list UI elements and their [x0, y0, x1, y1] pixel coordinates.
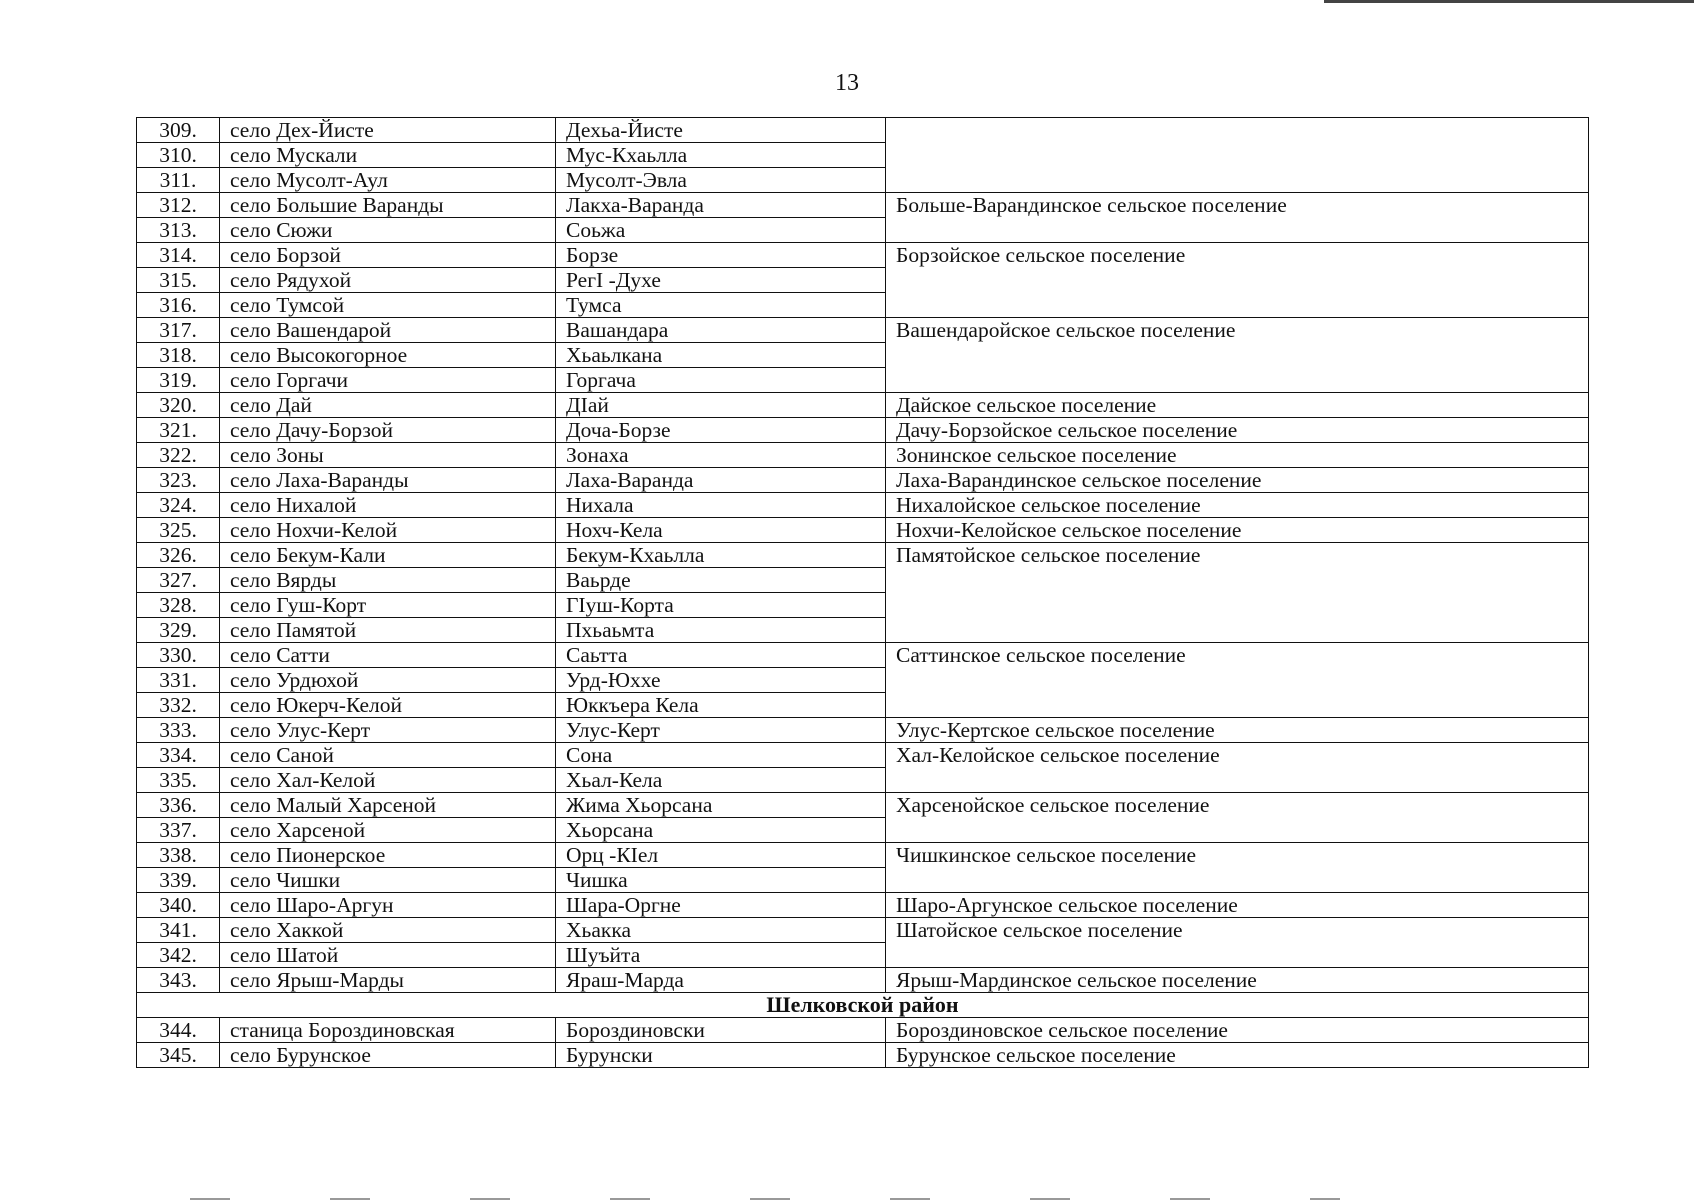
chechen-name: Хьорсана	[556, 818, 886, 843]
chechen-name: Борзе	[556, 243, 886, 268]
rural-settlement: Хал-Келойское сельское поселение	[886, 743, 1589, 793]
row-number: 324.	[137, 493, 220, 518]
chechen-name: Бекум-Кхаьлла	[556, 543, 886, 568]
table-row	[137, 643, 1589, 668]
chechen-name: Вашандара	[556, 318, 886, 343]
row-number: 319.	[137, 368, 220, 393]
chechen-name: Пхьаьмта	[556, 618, 886, 643]
chechen-name: Мусолт-Эвла	[556, 168, 886, 193]
row-number: 310.	[137, 143, 220, 168]
chechen-name: Жима Хьорсана	[556, 793, 886, 818]
locality-name: село Ярыш-Марды	[220, 968, 556, 993]
chechen-name: Улус-Керт	[556, 718, 886, 743]
table-row	[137, 743, 1589, 768]
chechen-name: ГIуш-Корта	[556, 593, 886, 618]
table-body	[137, 118, 1589, 1068]
table-row	[137, 443, 1589, 468]
chechen-name: Лаха-Варанда	[556, 468, 886, 493]
rural-settlement: Нохчи-Келойское сельское поселение	[886, 518, 1589, 543]
chechen-name: Соьжа	[556, 218, 886, 243]
locality-name: село Дай	[220, 393, 556, 418]
rural-settlement: Харсенойское сельское поселение	[886, 793, 1589, 843]
chechen-name: Яраш-Марда	[556, 968, 886, 993]
locality-name: село Пионерское	[220, 843, 556, 868]
table-row	[137, 118, 1589, 143]
row-number: 327.	[137, 568, 220, 593]
locality-name: село Хал-Келой	[220, 768, 556, 793]
rural-settlement: Памятойское сельское поселение	[886, 543, 1589, 643]
row-number: 331.	[137, 668, 220, 693]
chechen-name: Мус-Кхаьлла	[556, 143, 886, 168]
locality-name: село Рядухой	[220, 268, 556, 293]
chechen-name: Бурунски	[556, 1043, 886, 1068]
locality-name: село Дачу-Борзой	[220, 418, 556, 443]
row-number: 339.	[137, 868, 220, 893]
table-row	[137, 718, 1589, 743]
chechen-name: Шуъйта	[556, 943, 886, 968]
chechen-name: Хьал-Кела	[556, 768, 886, 793]
chechen-name: ДIай	[556, 393, 886, 418]
locality-name: село Нохчи-Келой	[220, 518, 556, 543]
chechen-name: Чишка	[556, 868, 886, 893]
locality-name: село Борзой	[220, 243, 556, 268]
row-number: 322.	[137, 443, 220, 468]
rural-settlement: Ярыш-Мардинское сельское поселение	[886, 968, 1589, 993]
chechen-name: Ваьрде	[556, 568, 886, 593]
rural-settlement: Шатойское сельское поселение	[886, 918, 1589, 968]
row-number: 334.	[137, 743, 220, 768]
locality-name: село Саной	[220, 743, 556, 768]
locality-name: село Вашендарой	[220, 318, 556, 343]
rural-settlement: Дайское сельское поселение	[886, 393, 1589, 418]
rural-settlement: Вашендаройское сельское поселение	[886, 318, 1589, 393]
table-row	[137, 518, 1589, 543]
row-number: 318.	[137, 343, 220, 368]
chechen-name: Саьтта	[556, 643, 886, 668]
district-heading-row	[137, 993, 1589, 1018]
rural-settlement: Бурунское сельское поселение	[886, 1043, 1589, 1068]
table-row	[137, 968, 1589, 993]
row-number: 338.	[137, 843, 220, 868]
row-number: 333.	[137, 718, 220, 743]
row-number: 340.	[137, 893, 220, 918]
rural-settlement: Дачу-Борзойское сельское поселение	[886, 418, 1589, 443]
locality-name: село Малый Харсеной	[220, 793, 556, 818]
locality-name: село Чишки	[220, 868, 556, 893]
chechen-name: Дехьа-Йисте	[556, 118, 886, 143]
row-number: 337.	[137, 818, 220, 843]
row-number: 311.	[137, 168, 220, 193]
locality-name: село Мусолт-Аул	[220, 168, 556, 193]
row-number: 314.	[137, 243, 220, 268]
locality-name: село Лаха-Варанды	[220, 468, 556, 493]
table-row	[137, 418, 1589, 443]
chechen-name: Тумса	[556, 293, 886, 318]
rural-settlement: Саттинское сельское поселение	[886, 643, 1589, 718]
row-number: 335.	[137, 768, 220, 793]
table-row	[137, 793, 1589, 818]
table-row	[137, 468, 1589, 493]
rural-settlement: Борзойское сельское поселение	[886, 243, 1589, 318]
table-row	[137, 393, 1589, 418]
row-number: 329.	[137, 618, 220, 643]
locality-name: село Дех-Йисте	[220, 118, 556, 143]
chechen-name: Бороздиновски	[556, 1018, 886, 1043]
table-row	[137, 193, 1589, 218]
chechen-name: Орц -КIел	[556, 843, 886, 868]
district-heading: Шелковской район	[137, 993, 1589, 1018]
row-number: 332.	[137, 693, 220, 718]
page-number: 13	[835, 70, 859, 96]
chechen-name: Хьакка	[556, 918, 886, 943]
settlements-table	[136, 117, 1589, 1068]
table-row	[137, 543, 1589, 568]
table-row	[137, 1018, 1589, 1043]
rural-settlement: Нихалойское сельское поселение	[886, 493, 1589, 518]
chechen-name: Урд-Юххе	[556, 668, 886, 693]
locality-name: село Бурунское	[220, 1043, 556, 1068]
locality-name: село Шаро-Аргун	[220, 893, 556, 918]
chechen-name: Хьаьлкана	[556, 343, 886, 368]
top-rule	[1324, 0, 1694, 3]
row-number: 344.	[137, 1018, 220, 1043]
rural-settlement: Лаха-Варандинское сельское поселение	[886, 468, 1589, 493]
row-number: 341.	[137, 918, 220, 943]
chechen-name: Нохч-Кела	[556, 518, 886, 543]
locality-name: село Харсеной	[220, 818, 556, 843]
row-number: 336.	[137, 793, 220, 818]
row-number: 326.	[137, 543, 220, 568]
table-row	[137, 893, 1589, 918]
rural-settlement: Улус-Кертское сельское поселение	[886, 718, 1589, 743]
locality-name: село Вярды	[220, 568, 556, 593]
locality-name: село Горгачи	[220, 368, 556, 393]
locality-name: село Нихалой	[220, 493, 556, 518]
row-number: 345.	[137, 1043, 220, 1068]
row-number: 320.	[137, 393, 220, 418]
locality-name: село Памятой	[220, 618, 556, 643]
row-number: 330.	[137, 643, 220, 668]
locality-name: село Хаккой	[220, 918, 556, 943]
locality-name: село Зоны	[220, 443, 556, 468]
table-row	[137, 243, 1589, 268]
chechen-name: Шара-Оргне	[556, 893, 886, 918]
locality-name: село Высокогорное	[220, 343, 556, 368]
row-number: 312.	[137, 193, 220, 218]
locality-name: село Улус-Керт	[220, 718, 556, 743]
table-row	[137, 318, 1589, 343]
locality-name: село Бекум-Кали	[220, 543, 556, 568]
table-row	[137, 493, 1589, 518]
table-row	[137, 918, 1589, 943]
locality-name: село Гуш-Корт	[220, 593, 556, 618]
chechen-name: Сона	[556, 743, 886, 768]
row-number: 323.	[137, 468, 220, 493]
locality-name: село Большие Варанды	[220, 193, 556, 218]
rural-settlement: Зонинское сельское поселение	[886, 443, 1589, 468]
locality-name: станица Бороздиновская	[220, 1018, 556, 1043]
rural-settlement: Шаро-Аргунское сельское поселение	[886, 893, 1589, 918]
chechen-name: РегI -Духе	[556, 268, 886, 293]
locality-name: село Юкерч-Келой	[220, 693, 556, 718]
locality-name: село Сюжи	[220, 218, 556, 243]
row-number: 309.	[137, 118, 220, 143]
locality-name: село Тумсой	[220, 293, 556, 318]
row-number: 317.	[137, 318, 220, 343]
chechen-name: Доча-Борзе	[556, 418, 886, 443]
locality-name: село Шатой	[220, 943, 556, 968]
chechen-name: Горгача	[556, 368, 886, 393]
row-number: 343.	[137, 968, 220, 993]
chechen-name: Юккъера Кела	[556, 693, 886, 718]
chechen-name: Нихала	[556, 493, 886, 518]
rural-settlement: Чишкинское сельское поселение	[886, 843, 1589, 893]
row-number: 325.	[137, 518, 220, 543]
row-number: 315.	[137, 268, 220, 293]
row-number: 316.	[137, 293, 220, 318]
rural-settlement	[886, 118, 1589, 193]
rural-settlement: Больше-Варандинское сельское поселение	[886, 193, 1589, 243]
locality-name: село Мускали	[220, 143, 556, 168]
chechen-name: Зонаха	[556, 443, 886, 468]
locality-name: село Урдюхой	[220, 668, 556, 693]
row-number: 342.	[137, 943, 220, 968]
table-row	[137, 1043, 1589, 1068]
locality-name: село Сатти	[220, 643, 556, 668]
row-number: 321.	[137, 418, 220, 443]
row-number: 328.	[137, 593, 220, 618]
chechen-name: Лакха-Варанда	[556, 193, 886, 218]
row-number: 313.	[137, 218, 220, 243]
rural-settlement: Бороздиновское сельское поселение	[886, 1018, 1589, 1043]
table-row	[137, 843, 1589, 868]
